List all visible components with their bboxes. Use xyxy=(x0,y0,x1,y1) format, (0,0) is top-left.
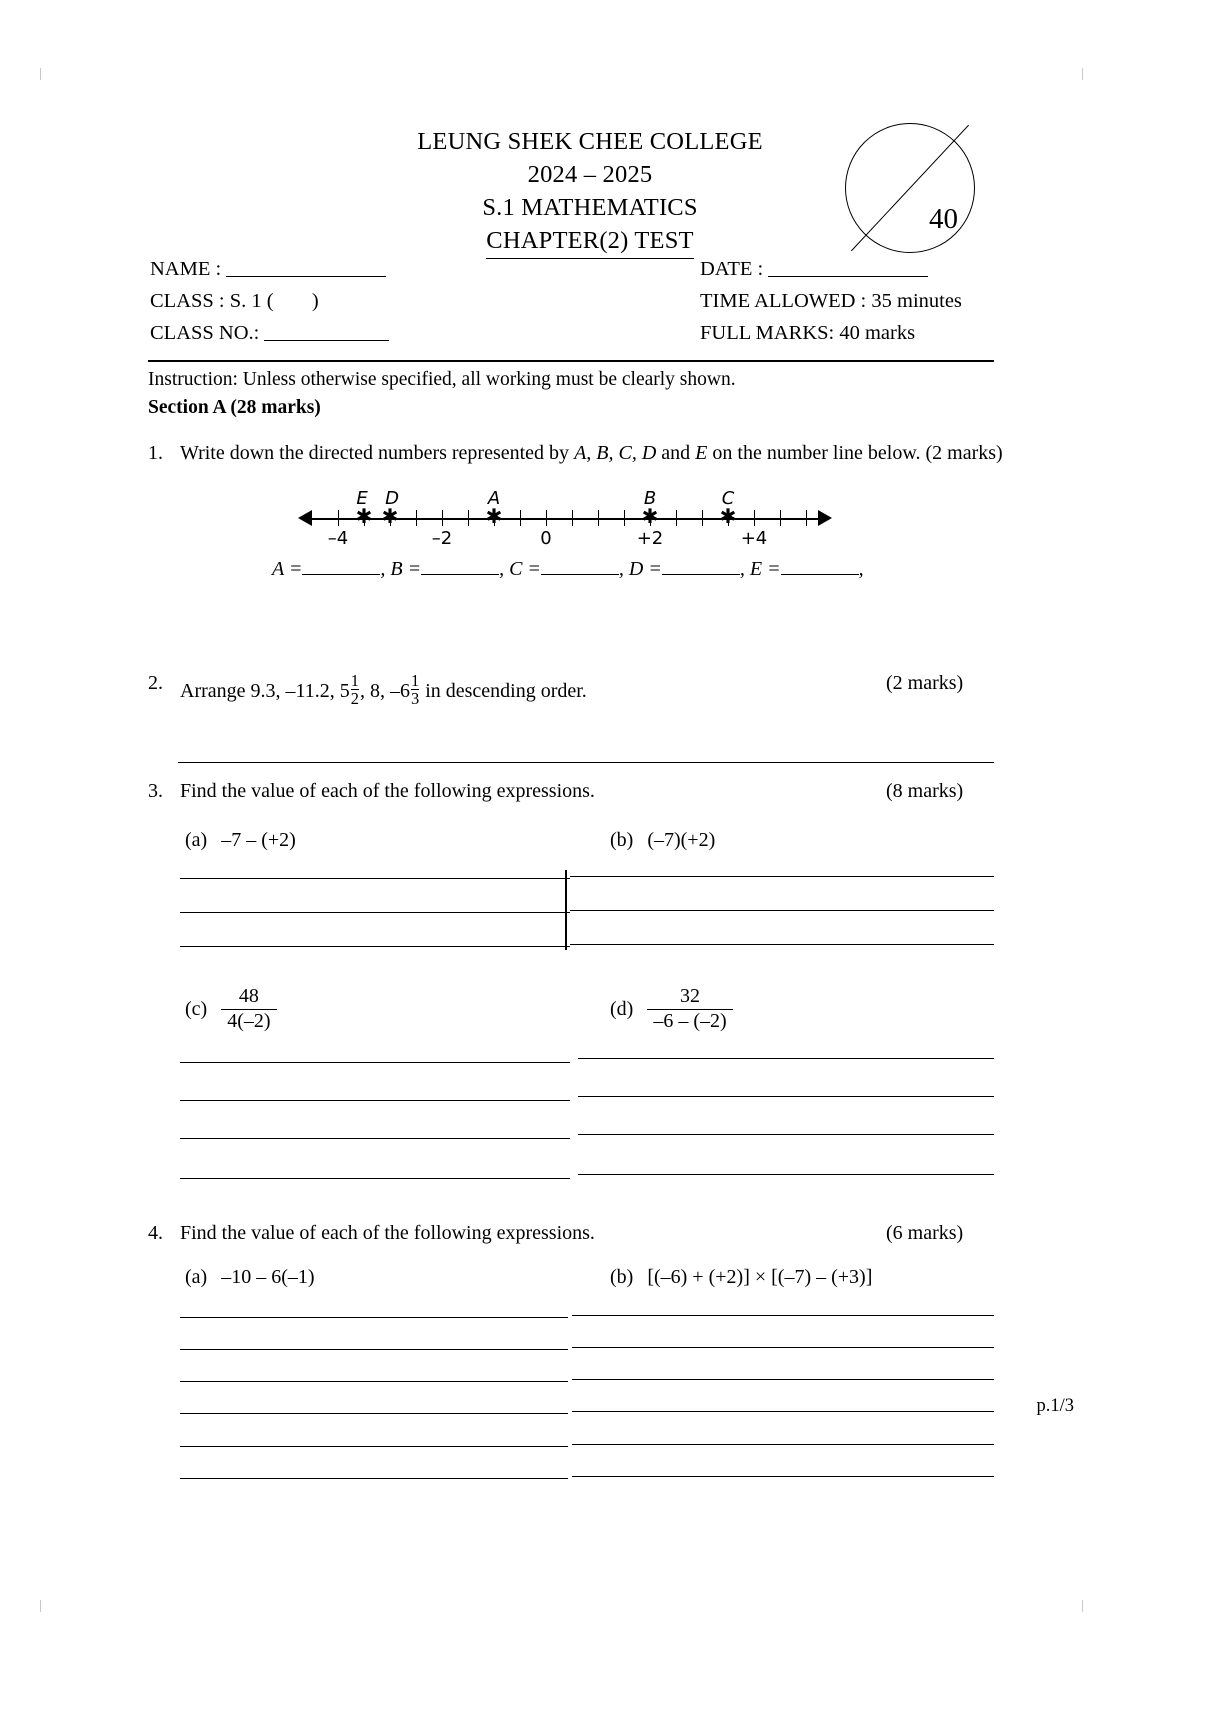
full-marks-value: 40 marks xyxy=(839,322,916,344)
question-3d-fraction xyxy=(647,985,732,1033)
question-4a-answer-line xyxy=(180,1446,568,1447)
question-3c-answer-line xyxy=(180,1062,570,1063)
answer-blank-E[interactable] xyxy=(781,558,859,575)
question-1-marks: (2 marks) xyxy=(925,442,1003,464)
question-3b-answer-line xyxy=(570,910,994,911)
number-line-tick-label-minus4: –4 xyxy=(327,528,349,549)
question-1-text-mid: and xyxy=(661,442,691,464)
test-title: CHAPTER(2) TEST xyxy=(486,224,693,259)
question-3-number: 3. xyxy=(148,780,163,802)
answer-label-D: , D = xyxy=(618,558,662,580)
question-3-part-c xyxy=(185,985,277,1033)
answer-label-E: , E = xyxy=(739,558,781,580)
number-line-tick-label-plus2: +2 xyxy=(636,528,664,549)
mixed2-whole: –6 xyxy=(389,679,410,702)
question-2-middle: , 8, xyxy=(359,679,385,702)
time-allowed-group xyxy=(700,290,962,313)
question-2-answer-line xyxy=(178,762,994,763)
question-3c-answer-line xyxy=(180,1138,570,1139)
question-3b-label: (b) xyxy=(610,829,634,851)
question-3a-answer-line xyxy=(180,912,570,913)
date-field-group xyxy=(700,258,928,281)
question-4-part-a xyxy=(185,1266,315,1289)
question-3c-answer-line xyxy=(180,1100,570,1101)
question-3c-label: (c) xyxy=(185,997,208,1020)
question-3d-answer-line xyxy=(578,1058,994,1059)
question-4a-answer-line xyxy=(180,1413,568,1414)
number-line-tick-label-minus2: –2 xyxy=(431,528,453,549)
question-4-number: 4. xyxy=(148,1222,163,1244)
number-line-point-C: ✱ xyxy=(719,506,737,528)
number-line-tick-label-plus4: +4 xyxy=(740,528,768,549)
number-line-arrow-left-icon xyxy=(298,510,312,526)
question-3d-denominator: –6 – (–2) xyxy=(647,1009,732,1034)
number-line-point-D: ✱ xyxy=(381,506,399,528)
row-name-date xyxy=(150,258,1080,290)
question-4b-answer-line xyxy=(572,1315,994,1316)
answer-blank-C[interactable] xyxy=(541,558,619,575)
number-line-label-C: C xyxy=(721,488,735,509)
class-no-label: CLASS NO.: xyxy=(150,322,260,344)
question-3-part-b xyxy=(610,829,715,852)
question-1-text xyxy=(180,442,1003,465)
full-marks-label: FULL MARKS: xyxy=(700,322,835,344)
number-line-label-D: D xyxy=(385,488,399,509)
number-line-tick xyxy=(780,510,781,526)
question-4b-answer-line xyxy=(572,1411,994,1412)
question-3-text: Find the value of each of the following expressions. xyxy=(180,780,595,802)
question-1-number: 1. xyxy=(148,442,163,464)
test-title-wrap xyxy=(250,224,930,259)
question-1-vars: A, B, C, D xyxy=(574,442,657,464)
number-line-tick xyxy=(468,510,469,526)
name-input-blank[interactable] xyxy=(226,259,386,277)
question-3d-answer-line xyxy=(578,1134,994,1135)
question-2-mixed-number-1 xyxy=(339,671,360,709)
question-4a-expression: –10 – 6(–1) xyxy=(221,1266,315,1288)
answer-row-trailing-comma: , xyxy=(858,558,864,580)
number-line-tick xyxy=(754,510,755,526)
number-line-tick xyxy=(702,510,703,526)
question-4a-answer-line xyxy=(180,1317,568,1318)
question-4b-answer-line xyxy=(572,1444,994,1445)
mixed2-fraction xyxy=(411,672,419,707)
number-line-label-E: E xyxy=(356,488,368,509)
mixed1-denominator: 2 xyxy=(350,689,359,709)
number-line-point-B: ✱ xyxy=(641,506,659,528)
question-3b-expression: (–7)(+2) xyxy=(647,829,716,851)
question-3d-label: (d) xyxy=(610,997,634,1020)
question-1-text-part1: Write down the directed numbers represented by xyxy=(180,442,570,464)
question-2-mixed-number-2 xyxy=(389,671,420,709)
number-line-tick xyxy=(520,510,521,526)
class-field-group xyxy=(150,290,319,313)
question-1-text-part2: on the number line below. xyxy=(712,442,921,464)
question-2-suffix: in descending order. xyxy=(425,679,587,702)
question-2-marks: (2 marks) xyxy=(886,672,964,694)
number-line-tick xyxy=(598,510,599,526)
question-4a-label: (a) xyxy=(185,1266,208,1288)
question-3c-fraction xyxy=(221,985,276,1033)
class-label-close: ) xyxy=(311,290,319,312)
full-marks-group xyxy=(700,322,915,345)
question-3a-answer-line xyxy=(180,946,570,947)
number-line-tick xyxy=(416,510,417,526)
question-3-marks: (8 marks) xyxy=(886,780,964,802)
full-marks-circle-value: 40 xyxy=(929,203,958,235)
row-classno-fullmarks xyxy=(150,322,1080,354)
question-4b-answer-line xyxy=(572,1476,994,1477)
time-allowed-label: TIME ALLOWED : xyxy=(700,290,867,312)
header-divider-rule xyxy=(148,360,994,362)
number-line-tick-label-zero: 0 xyxy=(540,528,552,549)
question-1-answer-row xyxy=(272,558,864,581)
name-label: NAME : xyxy=(150,258,222,280)
number-line-tick xyxy=(442,510,443,526)
date-input-blank[interactable] xyxy=(768,259,928,277)
number-line-tick xyxy=(572,510,573,526)
question-4b-answer-line xyxy=(572,1347,994,1348)
question-3d-answer-line xyxy=(578,1096,994,1097)
question-3-column-divider xyxy=(565,870,567,950)
mixed1-whole: 5 xyxy=(339,679,350,702)
school-name: LEUNG SHEK CHEE COLLEGE xyxy=(417,128,763,155)
number-line-point-A: ✱ xyxy=(485,506,503,528)
question-2-prefix: Arrange 9.3, –11.2, xyxy=(180,679,335,702)
question-4-text: Find the value of each of the following expressions. xyxy=(180,1222,595,1244)
row-class-time xyxy=(150,290,1080,322)
number-line-tick xyxy=(676,510,677,526)
question-3b-answer-line xyxy=(570,876,994,877)
question-3a-answer-line xyxy=(180,878,570,879)
class-no-group xyxy=(150,322,389,345)
page-footer: p.1/3 xyxy=(1036,1396,1074,1416)
mixed2-numerator: 1 xyxy=(410,671,420,690)
question-4b-expression: [(–6) + (+2)] × [(–7) – (+3)] xyxy=(647,1266,873,1288)
name-field-group xyxy=(150,258,386,281)
number-line-tick xyxy=(546,510,547,526)
candidate-fields xyxy=(150,258,1080,354)
answer-blank-B[interactable] xyxy=(421,558,499,575)
number-line-arrow-right-icon xyxy=(818,510,832,526)
mixed1-numerator: 1 xyxy=(350,671,359,690)
question-4a-answer-line xyxy=(180,1349,568,1350)
question-4a-answer-line xyxy=(180,1478,568,1479)
section-a-heading: Section A (28 marks) xyxy=(148,397,321,418)
class-no-input-blank[interactable] xyxy=(264,323,389,341)
question-3d-numerator: 32 xyxy=(679,985,700,1007)
question-4b-label: (b) xyxy=(610,1266,634,1288)
question-3-part-d xyxy=(610,985,733,1033)
answer-label-C: , C = xyxy=(499,558,541,580)
question-3d-answer-line xyxy=(578,1174,994,1175)
answer-label-B: , B = xyxy=(380,558,422,580)
number-line-tick xyxy=(338,510,339,526)
instruction-text: Instruction: Unless otherwise specified, all working must be clearly shown. xyxy=(148,369,736,390)
title-stack xyxy=(250,125,930,259)
academic-year: 2024 – 2025 xyxy=(527,161,653,188)
question-1-var-last: E xyxy=(695,442,708,464)
question-2-text xyxy=(180,672,587,707)
question-3c-denominator: 4(–2) xyxy=(221,1009,276,1034)
number-line-point-E: ✱ xyxy=(355,506,373,528)
mixed2-denominator: 3 xyxy=(410,689,420,709)
question-3c-numerator: 48 xyxy=(238,985,259,1007)
answer-label-A: A = xyxy=(272,558,303,580)
number-line-label-A: A xyxy=(487,488,501,509)
question-2-number: 2. xyxy=(148,672,163,694)
question-3-part-a xyxy=(185,829,296,852)
full-marks-circle xyxy=(845,123,975,253)
class-label: CLASS : S. 1 ( xyxy=(150,290,274,312)
time-allowed-value: 35 minutes xyxy=(871,290,962,312)
subject-title: S.1 MATHEMATICS xyxy=(482,194,698,221)
number-line-tick xyxy=(624,510,625,526)
date-label: DATE : xyxy=(700,258,764,280)
question-4-part-b xyxy=(610,1266,872,1289)
question-3a-label: (a) xyxy=(185,829,208,851)
question-3b-answer-line xyxy=(570,944,994,945)
mixed1-fraction xyxy=(351,672,359,707)
number-line-label-B: B xyxy=(643,488,657,509)
question-3c-answer-line xyxy=(180,1178,570,1179)
number-line-diagram xyxy=(300,488,830,550)
question-3a-expression: –7 – (+2) xyxy=(221,829,296,851)
question-4-marks: (6 marks) xyxy=(886,1222,964,1244)
question-4a-answer-line xyxy=(180,1381,568,1382)
answer-blank-A[interactable] xyxy=(302,558,380,575)
number-line-tick xyxy=(806,510,807,526)
question-4b-answer-line xyxy=(572,1379,994,1380)
answer-blank-D[interactable] xyxy=(662,558,740,575)
